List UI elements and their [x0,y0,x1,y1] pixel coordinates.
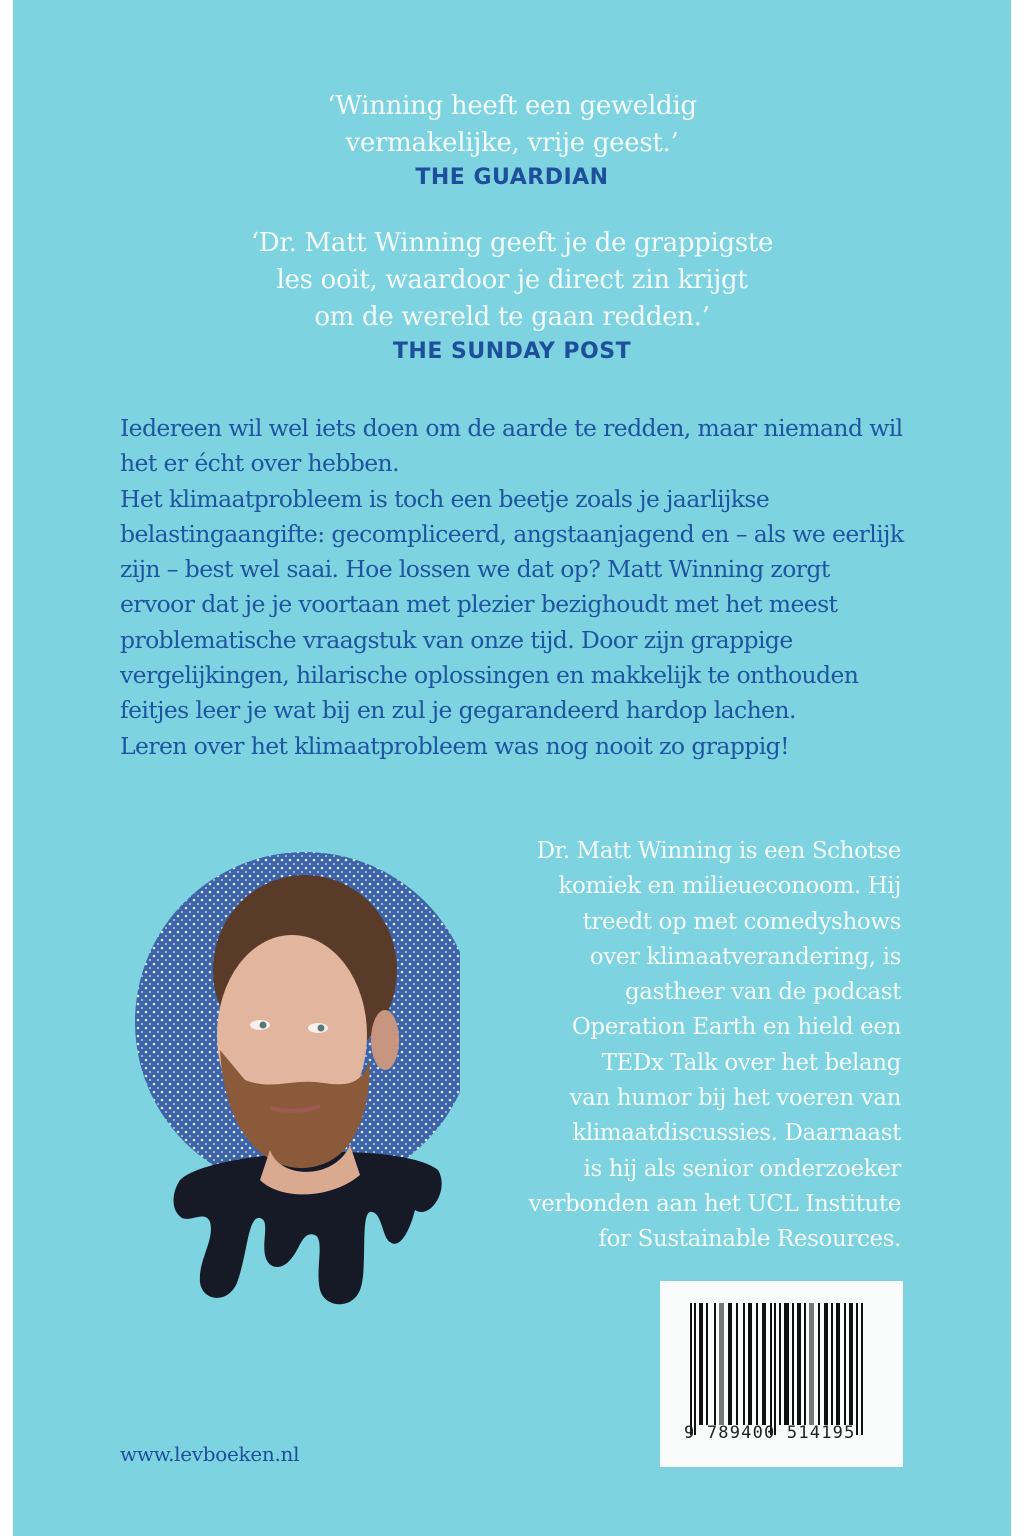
bio-line: treedt op met comedyshows [582,908,901,935]
bio-line: klimaatdiscussies. Daarnaast [572,1120,901,1147]
book-back-cover [13,0,1011,1536]
bio-line: for Sustainable Resources. [598,1226,901,1253]
quote-line: vermakelijke, vrije geest.’ [345,128,679,158]
review-quote-guardian [13,88,1011,194]
bio-line: over klimaatverandering, is [589,943,901,970]
isbn-number: 9 789400 514195 [684,1423,856,1443]
review-quote-sunday-post [13,225,1011,368]
isbn-barcode [660,1281,903,1467]
blurb-paragraph: Iedereen wil wel iets doen om de aarde te redden, maar niemand wil het er écht over hebben. [120,414,903,478]
publisher-website[interactable]: www.levboeken.nl [120,1442,300,1466]
bio-line: verbonden aan het UCL Institute [528,1190,901,1217]
bio-line: gastheer van de podcast [624,979,901,1006]
book-blurb [120,411,910,764]
bio-line: van humor bij het voeren van [569,1085,901,1112]
quote-line: ‘Dr. Matt Winning geeft je de grappigste [250,228,774,258]
quote-source: THE SUNDAY POST [392,339,632,364]
quote-source: THE GUARDIAN [415,165,609,190]
blurb-paragraph: Leren over het klimaatprobleem was nog nooit zo grappig! [120,731,789,760]
quote-line: les ooit, waardoor je direct zin krijgt [276,265,748,295]
bio-line: Operation Earth en hield een [571,1014,901,1041]
bio-line: is hij als senior onderzoeker [583,1155,901,1182]
bio-line: komiek en milieueconoom. Hij [558,873,901,900]
quote-line: ‘Winning heeft een geweldig [327,91,697,121]
bio-line: TEDx Talk over het belang [601,1049,901,1076]
barcode-icon [690,1303,868,1443]
author-bio [431,834,901,1258]
author-photo [120,850,460,1310]
bio-line: Dr. Matt Winning is een Schotse [536,838,901,864]
quote-line: om de wereld te gaan redden.’ [314,302,710,332]
blurb-paragraph: Het klimaatprobleem is toch een beetje zoals je jaarlijkse belastingaangifte: gecompliceerd, angstaanjagend en – als we eerlijk zijn – best wel saai. Hoe lossen we dat op? Matt Winning zorgt ervoor dat je je voortaan met plezier bezighoudt met het meest problematische vraagstuk van onze tijd. Door zijn grappige vergelijkingen, hilarische oplossingen en makkelijk te onthouden feitjes leer je wat bij en zul je gegarandeerd hardop lachen. [120,484,904,725]
